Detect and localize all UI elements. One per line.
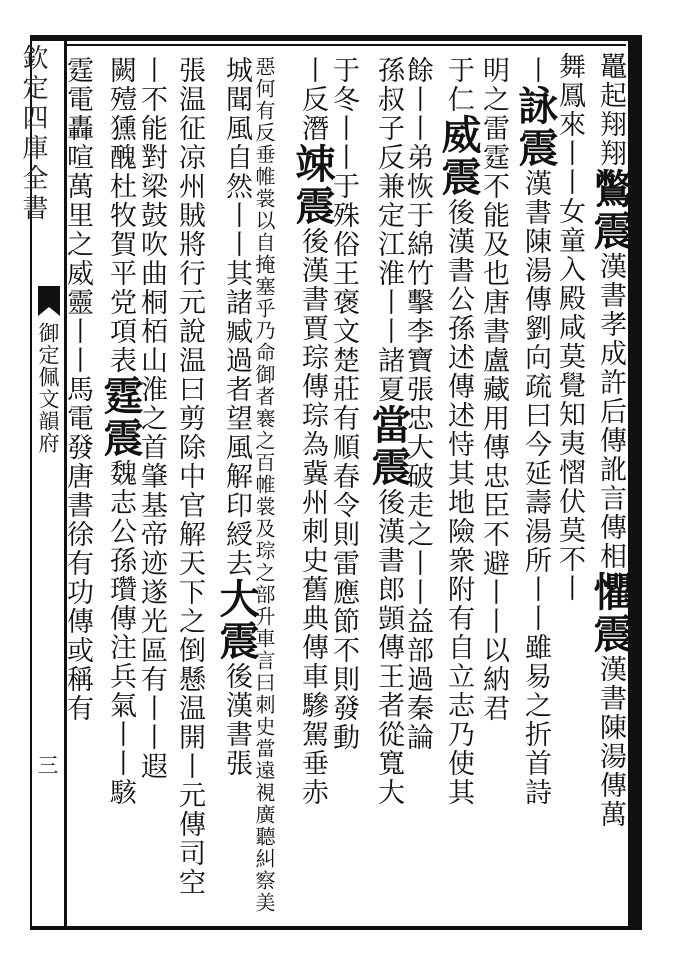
text-column-3 [512, 56, 559, 807]
text-column-11 [213, 56, 260, 778]
frame-top-inner-rule [66, 44, 626, 46]
headword: 霆震 [97, 375, 144, 459]
text-segment: 張温征凉州賊將行元說温曰剪除中官解天下之倒懸温開丨 [174, 56, 205, 781]
headword: 詠震 [512, 85, 559, 169]
text-segment: 丨不能對梁鼓吹曲桐栢山淮之首肇基帝迹遂光區有丨丨遐 [136, 56, 167, 781]
text-segment: 漢書孝成許后傳訛言傳相 [595, 252, 626, 571]
text-segment: 夷慴伏莫不丨 [554, 429, 585, 603]
fish-tail-mark-icon [38, 286, 60, 316]
text-segment: 之雷霆不能及也唐書盧藏用傳忠臣不避丨丨以納君 [478, 85, 509, 723]
text-column-2 [556, 52, 583, 603]
text-segment: 于冬丨丨于殊俗王褒文楚莊有 [328, 56, 359, 433]
text-segment: 餘丨丨 [402, 56, 433, 143]
text-segment: 馬電發唐書徐有功傳或稱有 [62, 375, 93, 723]
headword: 威震 [435, 114, 482, 198]
text-segment: 後漢書張 [221, 662, 252, 778]
text-segment: 順春令則雷應節不則發動 [328, 433, 359, 752]
text-column-1 [587, 52, 634, 829]
text-segment: 弟恢于綿竹擊李寶張忠大破走之丨丨益部過秦論 [402, 143, 433, 752]
text-segment: 魏志公孫瓚傳注兵氣丨丨駭 [105, 459, 136, 807]
headword: 懼震 [587, 571, 634, 655]
text-segment: 元傳司空 [174, 781, 205, 897]
text-column-12 [176, 56, 203, 897]
text-segment: 于仁 [443, 56, 474, 114]
text-segment: 闕殪獯醜杜牧賀平党項表 [105, 56, 136, 375]
gutter-page-number: 三 [35, 754, 59, 776]
text-segment: 後漢書郎顗傳王者從寬大 [373, 488, 404, 807]
gutter-clipped-header [18, 44, 56, 264]
text-segment: 漢書陳湯傳萬 [595, 655, 626, 829]
text-column-4 [480, 56, 507, 723]
text-segment: 城聞風自然丨丨其諸臧過者望風解印綬去 [221, 56, 252, 578]
frame-bottom-rule [30, 926, 642, 930]
text-segment: 舞鳳來 [554, 52, 585, 139]
text-column-7 [365, 56, 412, 807]
text-segment: 鼉起翔翔 [595, 52, 626, 168]
text-segment: 丨丨女童入殿咸莫覺知 [554, 139, 585, 429]
text-column-5 [435, 56, 482, 807]
text-segment: 惡何有反垂帷裳以自掩塞乎乃命御者褰之百 [252, 56, 276, 474]
headword: 當震 [365, 404, 412, 488]
text-segment: 孫叔子反兼定江淮丨丨諸夏 [373, 56, 404, 404]
text-segment: 霆電轟喧萬里之威靈丨丨 [62, 56, 93, 375]
text-segment: 丨反潛 [297, 56, 328, 143]
text-segment: 明 [478, 56, 509, 85]
frame-top-rule [30, 35, 642, 41]
gutter-clipped-text: 欽定四庫全書 [18, 44, 48, 224]
headword: 大震 [213, 578, 260, 662]
text-segment: 漢書陳湯傳劉向疏曰今延壽湯所丨丨雖易之折首詩 [520, 169, 551, 807]
text-segment: 後漢書公孫述傳述恃其地險衆附有自立志乃使其 [443, 198, 474, 807]
headword: 竦震 [289, 143, 336, 227]
text-column-10 [254, 56, 274, 914]
headword: 鷩震 [587, 168, 634, 252]
gutter-book-title: 御定佩文韻府 [36, 322, 60, 454]
text-column-14 [97, 56, 144, 807]
text-segment: 後漢書賈琮傳琮為冀州刺史舊典傳車驂駕垂赤 [297, 227, 328, 807]
text-column-9 [289, 56, 336, 807]
text-column-15 [64, 56, 91, 723]
text-segment: 丨 [520, 56, 551, 85]
text-segment: 帷裳及琮之部升車言曰刺史當遠視廣聽糾察美 [252, 474, 276, 914]
